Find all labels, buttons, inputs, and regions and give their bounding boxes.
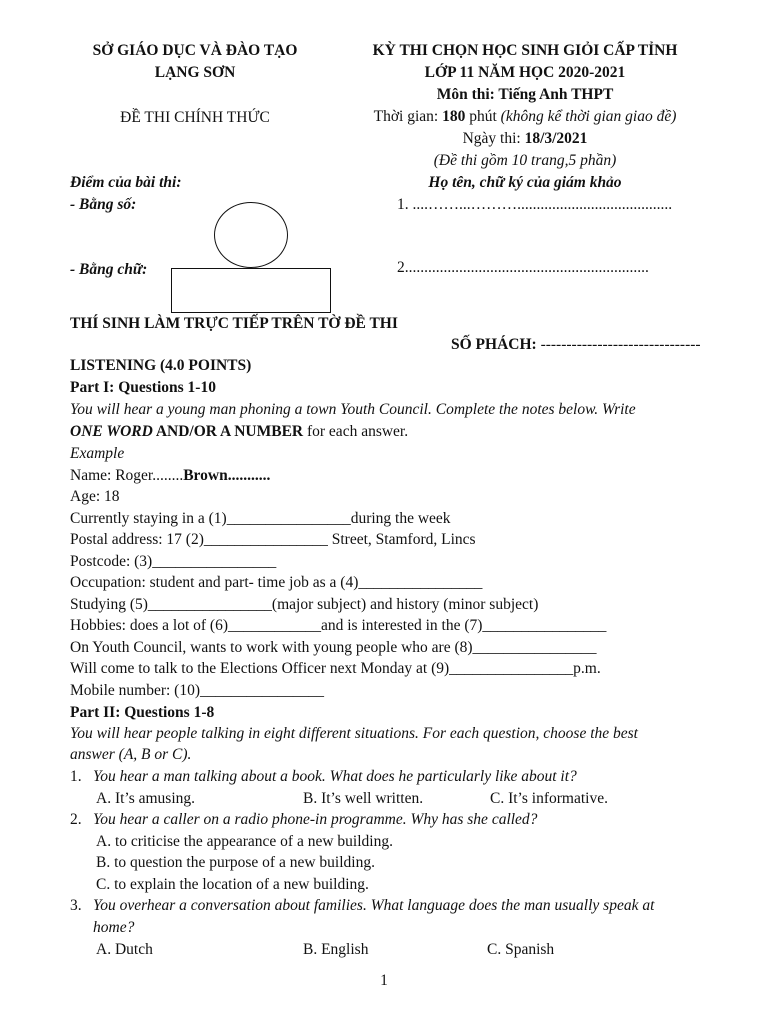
part1-instruction: You will hear a young man phoning a town Youth Council. Complete the notes below. Write <box>70 401 636 418</box>
question-3-option-b: B. English <box>303 941 369 958</box>
question-2-option-a: A. to criticise the appearance of a new building. <box>96 833 393 850</box>
instruction-tail: for each answer. <box>303 423 409 440</box>
official-exam-label: ĐỀ THI CHÍNH THỨC <box>120 109 270 126</box>
example-name-value: Brown........... <box>183 467 271 484</box>
score-by-words-label: - Bằng chữ: <box>70 261 148 278</box>
part2-instruction-cont: answer (A, B or C). <box>70 746 192 763</box>
question-3-text-cont: home? <box>93 919 135 936</box>
seal-box <box>171 268 331 313</box>
question-3-text: You overhear a conversation about families. What language does the man usually speak at <box>93 897 655 914</box>
note-line: On Youth Council, wants to work with young people who are (8)________________ <box>70 638 597 656</box>
duration-label: Thời gian: <box>373 108 443 125</box>
question-2-number: 2. <box>70 811 82 828</box>
department-name: SỞ GIÁO DỤC VÀ ĐÀO TẠO <box>92 42 298 59</box>
question-3-option-c: C. Spanish <box>487 941 555 958</box>
examiner-1-line: 1. ....……...………........................................ <box>397 196 673 213</box>
score-by-number-label: - Bằng số: <box>70 196 137 213</box>
question-1-option-b: B. It’s well written. <box>303 790 424 807</box>
example-name-line <box>70 467 270 485</box>
question-1-number: 1. <box>70 768 82 785</box>
part1-instruction-cont <box>70 423 408 441</box>
duration-value: 180 <box>442 108 466 125</box>
question-1-option-a: A. It’s amusing. <box>96 790 196 807</box>
exam-title: KỲ THI CHỌN HỌC SINH GIỎI CẤP TỈNH <box>372 42 678 59</box>
note-line: Studying (5)________________(major subject) and history (minor subject) <box>70 595 539 613</box>
note-line: Postal address: 17 (2)________________ Street, Stamford, Lincs <box>70 531 476 548</box>
question-1-text: You hear a man talking about a book. What does he particularly like about it? <box>93 768 577 785</box>
page-number: 1 <box>380 972 388 989</box>
question-3-number: 3. <box>70 897 82 914</box>
part2-instruction: You will hear people talking in eight different situations. For each question, choose the best <box>70 725 638 742</box>
part2-title: Part II: Questions 1-8 <box>70 704 215 721</box>
exam-grade-year: LỚP 11 NĂM HỌC 2020-2021 <box>424 64 626 81</box>
subject-label: Môn thi: <box>436 86 499 103</box>
note-line: Hobbies: does a lot of (6)____________and is interested in the (7)________________ <box>70 617 607 634</box>
number-emphasis: AND/OR A NUMBER <box>152 423 304 440</box>
question-2-option-b: B. to question the purpose of a new building. <box>96 854 375 871</box>
example-name-label: Name: Roger........ <box>70 467 184 484</box>
question-2-option-c: C. to explain the location of a new building. <box>96 876 369 893</box>
exam-duration <box>345 108 705 126</box>
so-phach-label: SỐ PHÁCH: <box>451 336 541 353</box>
direct-instruction: THÍ SINH LÀM TRỰC TIẾP TRÊN TỜ ĐỀ THI <box>70 315 398 332</box>
department-province: LẠNG SƠN <box>154 64 236 81</box>
part1-notes <box>70 486 606 701</box>
examiner-2-line: 2............................................................... <box>397 259 649 276</box>
seal-circle <box>214 202 288 268</box>
exam-date <box>345 130 705 148</box>
duration-unit: phút <box>465 108 501 125</box>
part1-title: Part I: Questions 1-10 <box>70 379 216 396</box>
question-3-option-a: A. Dutch <box>96 941 153 958</box>
question-2-text: You hear a caller on a radio phone-in programme. Why has she called? <box>93 811 538 828</box>
examiner-label: Họ tên, chữ ký của giám khảo <box>428 174 622 191</box>
note-line: Postcode: (3)________________ <box>70 552 277 570</box>
example-label: Example <box>70 445 125 462</box>
question-1-option-c: C. It’s informative. <box>490 790 608 807</box>
pages-note: (Đề thi gồm 10 trang,5 phần) <box>433 152 617 169</box>
date-value: 18/3/2021 <box>524 130 588 147</box>
date-label: Ngày thi: <box>462 130 525 147</box>
subject-value: Tiếng Anh THPT <box>498 86 614 103</box>
note-line: Will come to talk to the Elections Officer next Monday at (9)________________p.m. <box>70 660 601 677</box>
exam-subject <box>345 86 705 104</box>
so-phach <box>451 336 701 354</box>
one-word-emphasis: ONE WORD <box>70 423 153 440</box>
score-label: Điểm của bài thi: <box>70 174 182 191</box>
note-line: Occupation: student and part- time job as a (4)________________ <box>70 574 483 591</box>
note-line: Age: 18 <box>70 488 120 505</box>
note-line: Currently staying in a (1)________________during the week <box>70 509 451 527</box>
duration-note: (không kể thời gian giao đề) <box>500 108 677 125</box>
listening-title: LISTENING (4.0 POINTS) <box>70 357 252 374</box>
so-phach-blank: ------------------------------- <box>540 336 701 353</box>
note-line: Mobile number: (10)________________ <box>70 681 325 699</box>
